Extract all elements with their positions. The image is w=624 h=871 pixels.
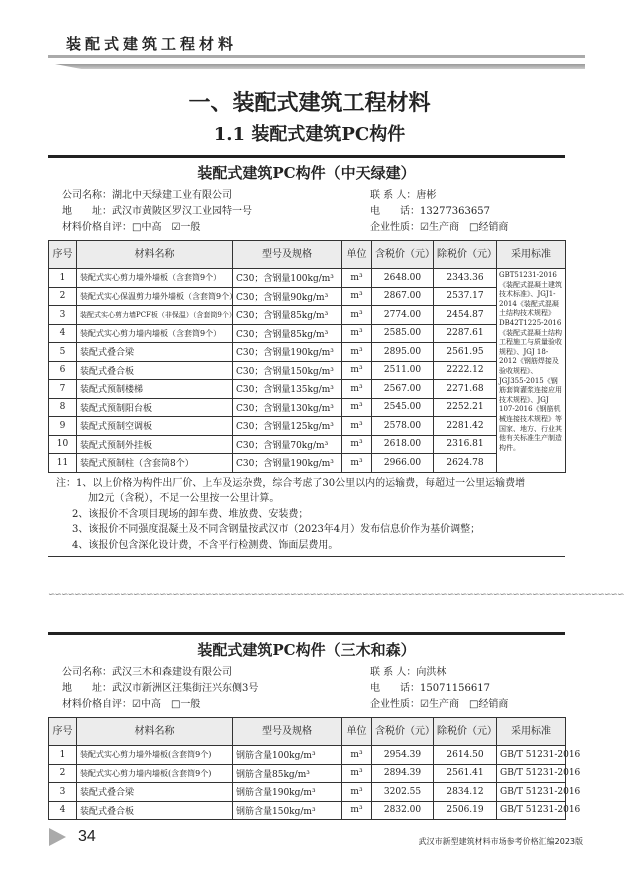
table-cell: 2834.12 <box>434 783 497 802</box>
column-header: 单位 <box>342 241 372 269</box>
table-title: 装配式建筑PC构件（中天绿建） <box>197 164 416 182</box>
price-table-sanmuhesen <box>48 632 581 820</box>
column-header: 型号及规格 <box>233 241 342 269</box>
table-cell: C30；含钢量130kg/m³ <box>233 398 342 417</box>
table-cell: 2271.68 <box>434 380 497 399</box>
table-cell: m³ <box>342 454 372 473</box>
table-row <box>49 324 566 343</box>
publication-title: 武汉市新型建筑材料市场参考价格汇编2023版 <box>418 837 583 846</box>
table-cell: m³ <box>342 398 372 417</box>
table-row <box>49 746 566 765</box>
table-cell: 2614.50 <box>434 746 497 765</box>
table-cell: m³ <box>342 417 372 436</box>
table-cell: 2832.00 <box>372 801 434 820</box>
column-header: 材料名称 <box>77 241 233 269</box>
table-cell: GB/T 51231-2016 <box>497 746 566 765</box>
table-cell: 2511.00 <box>372 361 434 380</box>
table-cell: m³ <box>342 801 372 820</box>
table-cell: m³ <box>342 269 372 288</box>
note-line: 3、该报价不同强度混凝土及不同含钢量按武汉市（2023年4月）发布信息价作为基价调整； <box>72 524 481 535</box>
header-rule <box>48 55 585 58</box>
table-row <box>49 454 566 473</box>
table-cell: 2867.00 <box>372 287 434 306</box>
table-cell: 钢筋含量85kg/m³ <box>233 764 342 783</box>
table-cell: 2648.00 <box>372 269 434 288</box>
table-row <box>49 764 566 783</box>
table-row <box>49 343 566 362</box>
table-cell: 装配式实心剪力墙内墙板（含套筒9个） <box>77 324 233 343</box>
contact-phone: 电 话：15071156617 <box>370 683 490 694</box>
table-cell: 装配式叠合梁 <box>77 343 233 362</box>
column-header: 含税价（元） <box>372 718 434 746</box>
column-header: 材料名称 <box>77 718 233 746</box>
table-cell: 装配式叠合板 <box>77 361 233 380</box>
company-nature: 企业性质：☑生产商 □经销商 <box>370 222 509 233</box>
table-cell: C30；含钢量70kg/m³ <box>233 435 342 454</box>
notes <box>48 473 565 558</box>
table-cell: C30；含钢量85kg/m³ <box>233 324 342 343</box>
column-header: 采用标准 <box>497 718 566 746</box>
company-info <box>48 188 565 240</box>
table-cell: 2537.17 <box>434 287 497 306</box>
table-cell: 2894.39 <box>372 764 434 783</box>
table-cell: 2343.36 <box>434 269 497 288</box>
chapter-title: 一、装配式建筑工程材料 <box>188 90 431 116</box>
table-cell: 2624.78 <box>434 454 497 473</box>
table-cell: 8 <box>49 398 77 417</box>
table-cell: 4 <box>49 801 77 820</box>
table-cell: 2287.61 <box>434 324 497 343</box>
column-header: 除税价（元） <box>434 718 497 746</box>
table-cell: m³ <box>342 764 372 783</box>
table-cell: GB/T 51231-2016 <box>497 764 566 783</box>
table-cell: 2774.00 <box>372 306 434 325</box>
table-cell: C30；含钢量135kg/m³ <box>233 380 342 399</box>
note-line: 4、该报价包含深化设计费，不含平行检测费、饰面层费用。 <box>72 539 339 551</box>
price-table <box>48 717 581 820</box>
standard-cell: GBT51231-2016《装配式混凝土建筑技术标准》、JGJ1-2014《装配式混凝土结构技术规程》DB42T1225-2016《装配式混凝土结构工程施工与质量验收规程》、JGJ 18-2012《钢筋焊接及验收规程》、JGJ355-2015《钢筋套筒灌浆连接应用技术规程》、JGJ 107-2016《钢筋机械连接技术规程》等国家、地方、行业其他有关标准生产制造构件。 <box>497 269 566 473</box>
table-title: 装配式建筑PC构件（三木和森） <box>197 641 416 659</box>
table-cell: 11 <box>49 454 77 473</box>
table-cell: C30；含钢量190kg/m³ <box>233 454 342 473</box>
table-cell: 装配式叠合梁 <box>77 783 233 802</box>
table-cell: 10 <box>49 435 77 454</box>
company-name: 公司名称：湖北中天绿建工业有限公司 <box>62 190 232 201</box>
table-cell: m³ <box>342 783 372 802</box>
column-header: 序号 <box>49 241 77 269</box>
section-title: 1.1 装配式建筑PC构件 <box>213 124 406 145</box>
table-cell: 装配式实心保温剪力墙外墙板（含套筒9个） <box>77 287 233 306</box>
company-name: 公司名称：武汉三木和森建设有限公司 <box>62 667 232 678</box>
table-cell: m³ <box>342 324 372 343</box>
table-cell: 装配式叠合板 <box>77 801 233 820</box>
table-row <box>49 287 566 306</box>
table-cell: C30；含钢量100kg/m³ <box>233 269 342 288</box>
column-header: 型号及规格 <box>233 718 342 746</box>
table-row <box>49 380 566 399</box>
table-cell: 2585.00 <box>372 324 434 343</box>
company-address: 地 址：武汉市黄陂区罗汉工业园特一号 <box>62 206 252 217</box>
table-row <box>49 398 566 417</box>
table-cell: 装配式实心剪力墙外墙板（含套筒9个） <box>77 269 233 288</box>
table-cell: 钢筋含量150kg/m³ <box>233 801 342 820</box>
table-cell: 5 <box>49 343 77 362</box>
column-header: 采用标准 <box>497 241 566 269</box>
table-cell: m³ <box>342 380 372 399</box>
table-cell: m³ <box>342 746 372 765</box>
table-cell: 9 <box>49 417 77 436</box>
table-row <box>49 801 566 820</box>
column-header: 含税价（元） <box>372 241 434 269</box>
table-cell: 2 <box>49 287 77 306</box>
decorative-divider: ∽∽∽∽∽∽∽∽∽∽∽∽∽∽∽∽∽∽∽∽∽∽∽∽∽∽∽∽∽∽∽∽∽∽∽∽∽∽∽∽∽∽∽∽∽∽∽∽∽∽∽∽∽∽∽∽∽∽∽∽∽∽∽∽∽∽∽∽∽∽∽∽∽∽∽∽∽∽∽∽∽∽∽∽∽∽∽∽ <box>48 590 624 600</box>
table-cell: 2545.00 <box>372 398 434 417</box>
table-cell: 7 <box>49 380 77 399</box>
table-cell: 2454.87 <box>434 306 497 325</box>
company-info <box>48 665 565 717</box>
table-cell: 钢筋含量100kg/m³ <box>233 746 342 765</box>
table-cell: C30；含钢量150kg/m³ <box>233 361 342 380</box>
table-cell: m³ <box>342 361 372 380</box>
table-cell: 2578.00 <box>372 417 434 436</box>
column-header: 序号 <box>49 718 77 746</box>
table-row <box>49 269 566 288</box>
table-row <box>49 361 566 380</box>
note-line: 注：1、以上价格为构件出厂价、上车及运杂费，综合考虑了30公里以内的运输费，每超过一公里运输费增 <box>56 477 526 489</box>
table-cell: 装配式预制楼梯 <box>77 380 233 399</box>
running-header: 装配式建筑工程材料 <box>66 35 238 53</box>
table-cell: 2316.81 <box>434 435 497 454</box>
table-cell: m³ <box>342 306 372 325</box>
table-cell: C30；含钢量90kg/m³ <box>233 287 342 306</box>
contact-person: 联 系 人：唐彬 <box>370 190 437 201</box>
table-cell: 2954.39 <box>372 746 434 765</box>
table-cell: GB/T 51231-2016 <box>497 783 566 802</box>
table-cell: 4 <box>49 324 77 343</box>
table-cell: 装配式预制柱（含套筒8个） <box>77 454 233 473</box>
table-row <box>49 306 566 325</box>
table-cell: C30；含钢量190kg/m³ <box>233 343 342 362</box>
table-cell: 2895.00 <box>372 343 434 362</box>
table-cell: 1 <box>49 746 77 765</box>
table-cell: 装配式实心剪力墙外墙板(含套筒9个) <box>77 746 233 765</box>
table-cell: 2561.41 <box>434 764 497 783</box>
table-cell: 2281.42 <box>434 417 497 436</box>
page-marker-icon <box>49 828 66 846</box>
table-row <box>49 417 566 436</box>
table-cell: 装配式预制外挂板 <box>77 435 233 454</box>
table-cell: 装配式实心剪力墙PCF板（非保温）（含套筒9个） <box>77 306 233 325</box>
price-rating: 材料价格自评：☑中高 □一般 <box>62 699 201 710</box>
price-rating: 材料价格自评：□中高 ☑一般 <box>62 222 201 233</box>
table-cell: 1 <box>49 269 77 288</box>
price-table-zhongtian <box>48 155 565 557</box>
table-cell: m³ <box>342 435 372 454</box>
contact-phone: 电 话：13277363657 <box>370 206 490 217</box>
price-table <box>48 240 566 473</box>
table-cell: 2561.95 <box>434 343 497 362</box>
note-line: 加2元（含税），不足一公里按一公里计算。 <box>88 493 280 504</box>
table-cell: 6 <box>49 361 77 380</box>
note-line: 2、该报价不含项目现场的卸车费、堆放费、安装费； <box>72 508 309 520</box>
table-cell: 3202.55 <box>372 783 434 802</box>
table-cell: 3 <box>49 783 77 802</box>
table-cell: m³ <box>342 343 372 362</box>
table-row <box>49 435 566 454</box>
table-cell: GB/T 51231-2016 <box>497 801 566 820</box>
table-cell: 2252.21 <box>434 398 497 417</box>
table-cell: 2966.00 <box>372 454 434 473</box>
column-header: 除税价（元） <box>434 241 497 269</box>
table-cell: 钢筋含量190kg/m³ <box>233 783 342 802</box>
company-address: 地 址：武汉市新洲区汪集街汪兴东侧3号 <box>62 683 259 694</box>
table-cell: 2618.00 <box>372 435 434 454</box>
table-cell: 2567.00 <box>372 380 434 399</box>
table-cell: 装配式预制阳台板 <box>77 398 233 417</box>
column-header: 单位 <box>342 718 372 746</box>
table-cell: 装配式预制空调板 <box>77 417 233 436</box>
table-cell: m³ <box>342 287 372 306</box>
table-cell: 装配式实心剪力墙内墙板(含套筒9个) <box>77 764 233 783</box>
page-number: 34 <box>78 828 96 845</box>
table-cell: 2506.19 <box>434 801 497 820</box>
table-row <box>49 783 566 802</box>
table-cell: 2222.12 <box>434 361 497 380</box>
company-nature: 企业性质：☑生产商 □经销商 <box>370 699 509 710</box>
table-cell: 2 <box>49 764 77 783</box>
header-rule-bar <box>55 64 585 69</box>
contact-person: 联 系 人：向洪林 <box>370 667 447 678</box>
table-cell: C30；含钢量125kg/m³ <box>233 417 342 436</box>
table-cell: 3 <box>49 306 77 325</box>
table-cell: C30；含钢量85kg/m³ <box>233 306 342 325</box>
